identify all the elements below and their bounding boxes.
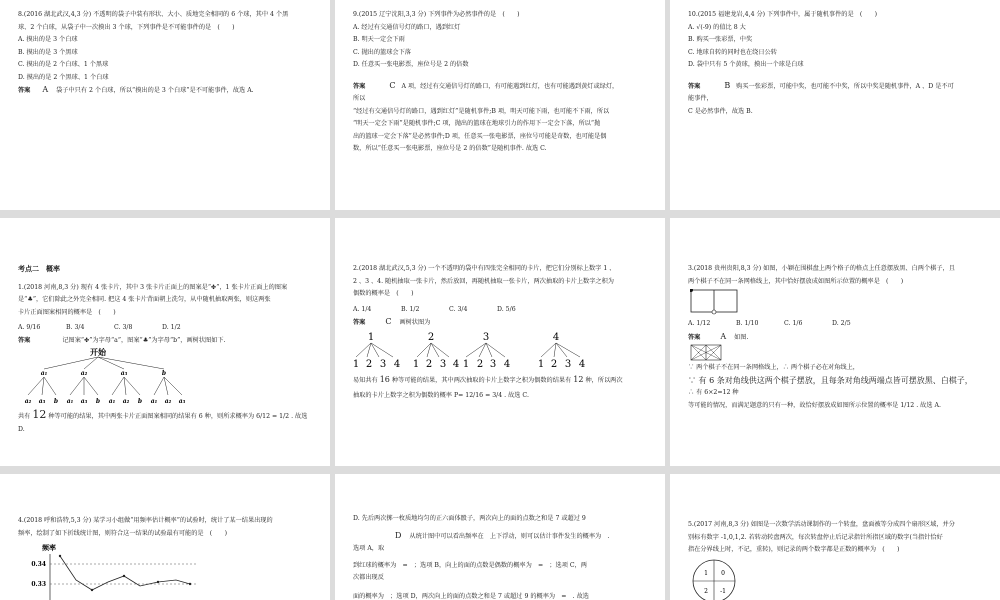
tree-node: a₁ <box>40 370 48 377</box>
question-3-stem: 3.(2018 贵州贵阳,8,3 分) 如图，小颖在围棋盘上两个格子的格点上任意摆放黑、白两个棋子，且 <box>688 265 955 272</box>
diagonals-figure <box>690 344 724 362</box>
answer-text: 记图案“✤”为字母“a”，图案“♣”为字母“b”，画树状图如下. <box>62 336 226 344</box>
explanation-line: ∵ 两个棋子不在同一条网格线上，∴ 两个棋子必在对角线上， <box>688 364 859 371</box>
explanation-line: 到红球的概率为 = ；选项 B，向上的面的点数是偶数的概率为 = ；选项 C，两 <box>353 561 587 569</box>
tree-leaf: a₁ <box>66 398 74 405</box>
frequency-line <box>60 556 190 590</box>
tree-leaf: b <box>53 398 59 405</box>
question-1-stem-cont: 卡片正面图案相同的概率是 ( ) <box>18 308 116 316</box>
answer-text-line: 所以 <box>353 95 366 102</box>
answer-label: 答案 <box>18 87 31 94</box>
spinner-sector: -1 <box>720 587 726 595</box>
frequency-line-chart <box>18 542 218 600</box>
tree-leaf: 2 <box>365 358 373 370</box>
answer-text: 袋子中只有 2 个白球，所以“摸出的是 3 个白球”是不可能事件，故选 A. <box>56 87 254 94</box>
result-line <box>353 374 651 388</box>
option-d: D. 5/6 <box>497 305 516 313</box>
option-c: C. 1/6 <box>784 320 803 327</box>
page-6 <box>670 218 1000 466</box>
question-4-stem-cont: 频率，绘制了如下折线统计图，则符合这一结果的试验最有可能的是 ( ) <box>18 529 228 537</box>
tree-node: 4 <box>552 331 560 343</box>
tree-leaf: a₁ <box>150 398 158 405</box>
board-figure <box>690 289 750 315</box>
answer-letter: A <box>720 331 727 341</box>
tree-leaf: 1 <box>537 358 545 370</box>
result-text: 种，所以两次 <box>585 376 623 384</box>
result-line-end: D. <box>18 425 25 433</box>
result-count: 16 <box>379 374 390 384</box>
tree-root: 开始 <box>90 347 106 357</box>
question-3-stem-cont: 两个棋子不在同一条网格线上，其中恰好摆放成如图所示位置的概率是 ( ) <box>688 277 904 285</box>
tree-leaf: a₃ <box>38 398 46 405</box>
tree-leaf: a₃ <box>80 398 88 405</box>
question-10-stem: 10.(2015 福建龙岩,4,4 分) 下列事件中，属于随机事件的是 ( ) <box>688 11 878 18</box>
option-a: A. 9/16 <box>18 324 41 331</box>
result-text: 种等可能的结果，其中两次抽取的卡片上数字之积为偶数的结果有 <box>391 376 572 384</box>
option-c: C. 抛出的篮球会下落 <box>353 48 411 56</box>
options-row <box>688 318 986 331</box>
spinner-figure <box>690 557 740 600</box>
option-d: D. 2/5 <box>832 320 851 327</box>
answer-line <box>18 84 316 98</box>
tree-leaf: 1 <box>412 358 420 370</box>
explanation-line: 次都出现反 <box>353 574 384 581</box>
answer-line <box>353 316 651 330</box>
tree-node: 3 <box>482 331 490 343</box>
page-7 <box>0 474 330 600</box>
tree-node: b <box>161 370 167 377</box>
tree-leaf: 2 <box>476 358 484 370</box>
question-4-stem: 4.(2018 呼和浩特,5,3 分) 某学习小组做“用频率估计概率”的试验时，统计了某一结果出现的 <box>18 517 273 524</box>
answer-line <box>353 80 651 94</box>
answer-letter: C <box>389 80 396 90</box>
option-d: D. 袋中只有 5 个黄球，摸出一个球是白球 <box>688 61 804 68</box>
answer-text: 画树状图为 <box>399 319 431 326</box>
question-2-stem: 2.(2018 湖北武汉,5,3 分) 一个不透明的袋中有四张完全相同的卡片，把它们分别标上数字 1 、 <box>353 265 616 272</box>
tree-leaf: 3 <box>564 358 572 370</box>
answer-letter: B <box>724 80 731 90</box>
tree-leaf: 3 <box>489 358 497 370</box>
chart-y-label: 频率 <box>42 543 56 552</box>
tree-leaf: 1 <box>353 358 360 370</box>
tree-node: 2 <box>427 331 435 343</box>
question-2-stem-cont: 2 、3 、4. 随机抽取一张卡片，然后放回，再随机抽取一张卡片，两次抽取的卡片上数字之积为 <box>353 277 614 285</box>
explanation-line: ∵ 有 6 条对角线供这两个棋子摆放，且每条对角线两端点皆可摆放黑、白棋子， <box>688 375 973 385</box>
result-count: 12 <box>573 374 584 384</box>
page-3 <box>670 0 1000 210</box>
explanation-line: ∴ 有 6×2=12 种 <box>688 389 739 396</box>
option-a: A. √(-9) 的值比 8 大 <box>688 23 746 31</box>
answer-line <box>688 80 986 94</box>
option-a: A. 经过有交通信号灯的路口，遇到红灯 <box>353 23 461 31</box>
result-text: 易知共有 <box>353 376 378 384</box>
page-5 <box>335 218 665 466</box>
option-c: C. 3/4 <box>449 305 468 313</box>
tree-diagram <box>18 347 318 409</box>
option-a: A. 1/12 <box>688 320 711 327</box>
answer-text-line: 数，所以“任意买一张电影票，座位号是 2 的倍数”是随机事件. 故选 C. <box>353 145 547 152</box>
spinner-sector: 0 <box>721 569 725 577</box>
page-8 <box>335 474 665 600</box>
tree-leaf: 2 <box>550 358 558 370</box>
answer-label: 答案 <box>353 319 366 326</box>
question-5-stem-cont: 别标有数字 -1,0,1,2. 若转动转盘两次，每次转盘停止后记录指针所指区域的数字(当指针恰好 <box>688 533 943 541</box>
question-5-stem-cont: 指在分界线上时，不记，重转)，则记录的两个数字都是正数的概率为 ( ) <box>688 546 900 553</box>
explanation-line: 面的概率为 ；选项 D，两次向上的面的点数之和是 7 或超过 9 的概率为 = . 故选 <box>353 592 589 600</box>
answer-text-line: “明天一定会下雨”是随机事件;C 项，抛出的篮球在地球引力的作用下一定会下落，所以“抛 <box>353 120 601 127</box>
option-b: B. 明天一定会下雨 <box>353 36 405 43</box>
answer-label: 答案 <box>18 336 31 344</box>
tree-leaf: 3 <box>439 358 447 370</box>
question-1-stem-cont: 是“♣”，它们除此之外完全相同. 把这 4 张卡片背面朝上洗匀，从中随机抽取两张，则这两张 <box>18 296 271 303</box>
result-text: 共有 <box>18 413 31 420</box>
page-1 <box>0 0 330 210</box>
tree-leaf: 2 <box>425 358 433 370</box>
tree-node: 1 <box>367 331 375 343</box>
answer-line <box>688 331 986 345</box>
answer-letter: C <box>385 317 392 326</box>
tree-leaf: b <box>95 398 101 405</box>
option-b: B. 1/10 <box>736 320 759 327</box>
option-b: B. 1/2 <box>401 305 420 313</box>
tree-leaf: 4 <box>503 358 511 370</box>
tree-leaf: 4 <box>452 358 460 370</box>
tree-node: a₂ <box>80 370 88 377</box>
answer-letter: D <box>395 530 402 540</box>
tree-leaf: 3 <box>379 358 387 370</box>
option-a: A. 摸出的是 3 个白球 <box>18 36 78 43</box>
option-b: B. 3/4 <box>66 324 85 331</box>
tree-leaf: 4 <box>393 358 401 370</box>
spinner-sector: 2 <box>704 587 708 595</box>
option-c: C. 3/8 <box>114 324 133 331</box>
page-2 <box>335 0 665 210</box>
tree-leaf: a₂ <box>164 398 172 405</box>
option-c: C. 地球自转的同时也在绕日公转 <box>688 48 777 56</box>
tree-leaf: 1 <box>462 358 470 370</box>
question-1-stem: 1.(2018 河南,8,3 分) 现有 4 张卡片，其中 3 张卡片正面上的图案是“✤”，1 张卡片正面上的图案 <box>18 283 288 291</box>
question-2-stem-cont: 偶数的概率是 ( ) <box>353 290 414 297</box>
explanation-line: 选项 A，取 <box>353 545 385 552</box>
tree-leaf: a₁ <box>108 398 116 405</box>
answer-label: 答案 <box>688 82 701 90</box>
option-b: B. 购买一张彩票，中奖 <box>688 36 753 43</box>
answer-text-line: “经过有交通信号灯的路口，遇到红灯”是随机事件;B 项，明天可能下雨，也可能不下雨，所以 <box>353 107 610 115</box>
result-count: 12 <box>32 408 47 421</box>
answer-label: 答案 <box>688 333 701 341</box>
page-9 <box>670 474 1000 600</box>
tree-node: a₃ <box>120 370 128 377</box>
options-row <box>353 304 651 317</box>
explanation-line: 等可能的情况，而满足题意的只有一种，故恰好摆放成如图所示位置的概率是 1/12 . 故选 A. <box>688 401 941 409</box>
tree-leaf: a₂ <box>122 398 130 405</box>
tree-leaf: b <box>137 398 143 405</box>
tree-leaf: a₂ <box>24 398 32 405</box>
answer-line <box>353 530 651 544</box>
section-title: 考点二 概率 <box>18 264 60 273</box>
question-8-stem-cont: 球、2 个白球，从袋子中一次摸出 3 个球，下列事件是不可能事件的是 ( ) <box>18 23 235 31</box>
spinner-sector: 1 <box>704 569 708 577</box>
answer-label: 答案 <box>353 82 366 90</box>
answer-letter: A <box>42 85 49 94</box>
result-line <box>18 409 316 424</box>
option-d: D. 摸出的是 2 个黑球、1 个白球 <box>18 73 109 81</box>
options-row <box>18 322 316 335</box>
answer-text-line: 出的篮球一定会下落”是必然事件;D 项，任意买一张电影票，座位号可能是奇数，也可能是偶 <box>353 132 607 140</box>
result-line-end: 抽取的卡片上数字之积为偶数的概率 P= 12/16 = 3/4 . 故选 C. <box>353 392 529 399</box>
answer-text-line: 能事件， <box>688 95 713 102</box>
answer-text-line: C 是必然事件，故选 B. <box>688 107 753 115</box>
page-4 <box>0 218 330 466</box>
tick-label: 0.34 <box>31 561 46 568</box>
tick-label: 0.33 <box>31 581 46 588</box>
option-c: C. 摸出的是 2 个白球、1 个黑球 <box>18 61 109 68</box>
answer-text: A 项，经过有交通信号灯的路口，有可能遇到红灯，也有可能遇到黄灯或绿灯， <box>401 82 619 90</box>
result-text: 种等可能的结果，其中两张卡片正面图案相同的结果有 6 种，则所求概率为 6/12 = 1/2 . 故选 <box>48 413 308 420</box>
tree-leaf: 4 <box>578 358 586 370</box>
answer-text: 购买一张彩票，可能中奖，也可能不中奖，所以中奖是随机事件，A 、D 是不可 <box>736 82 954 90</box>
option-d: D. 先后两次掷一枚质地均匀的正六面体骰子，两次向上的面的点数之和是 7 或超过 9 <box>353 515 586 522</box>
tree-leaf: a₃ <box>178 398 186 405</box>
answer-text: 从统计图中可以看出频率在 上下浮动，则可以估计事件发生的概率为 . <box>409 532 610 540</box>
question-8-stem: 8.(2016 湖北武汉,4,3 分) 不透明的袋子中装有形状、大小、质地完全相同的 6 个球，其中 4 个黑 <box>18 11 289 18</box>
option-a: A. 1/4 <box>353 305 372 313</box>
question-5-stem: 5.(2017 河南,8,3 分) 如图是一次数学活动课制作的一个转盘，盘面被等分成四个扇形区域，并分 <box>688 521 955 528</box>
option-b: B. 摸出的是 3 个黑球 <box>18 48 78 56</box>
answer-text: 如图. <box>734 333 749 341</box>
answer-line <box>18 335 316 348</box>
question-9-stem: 9.(2015 辽宁沈阳,3,3 分) 下列事件为必然事件的是 ( ) <box>353 11 520 18</box>
option-d: D. 任意买一张电影票，座位号是 2 的倍数 <box>353 61 469 68</box>
tree-diagram <box>353 330 653 370</box>
option-d: D. 1/2 <box>162 324 181 331</box>
